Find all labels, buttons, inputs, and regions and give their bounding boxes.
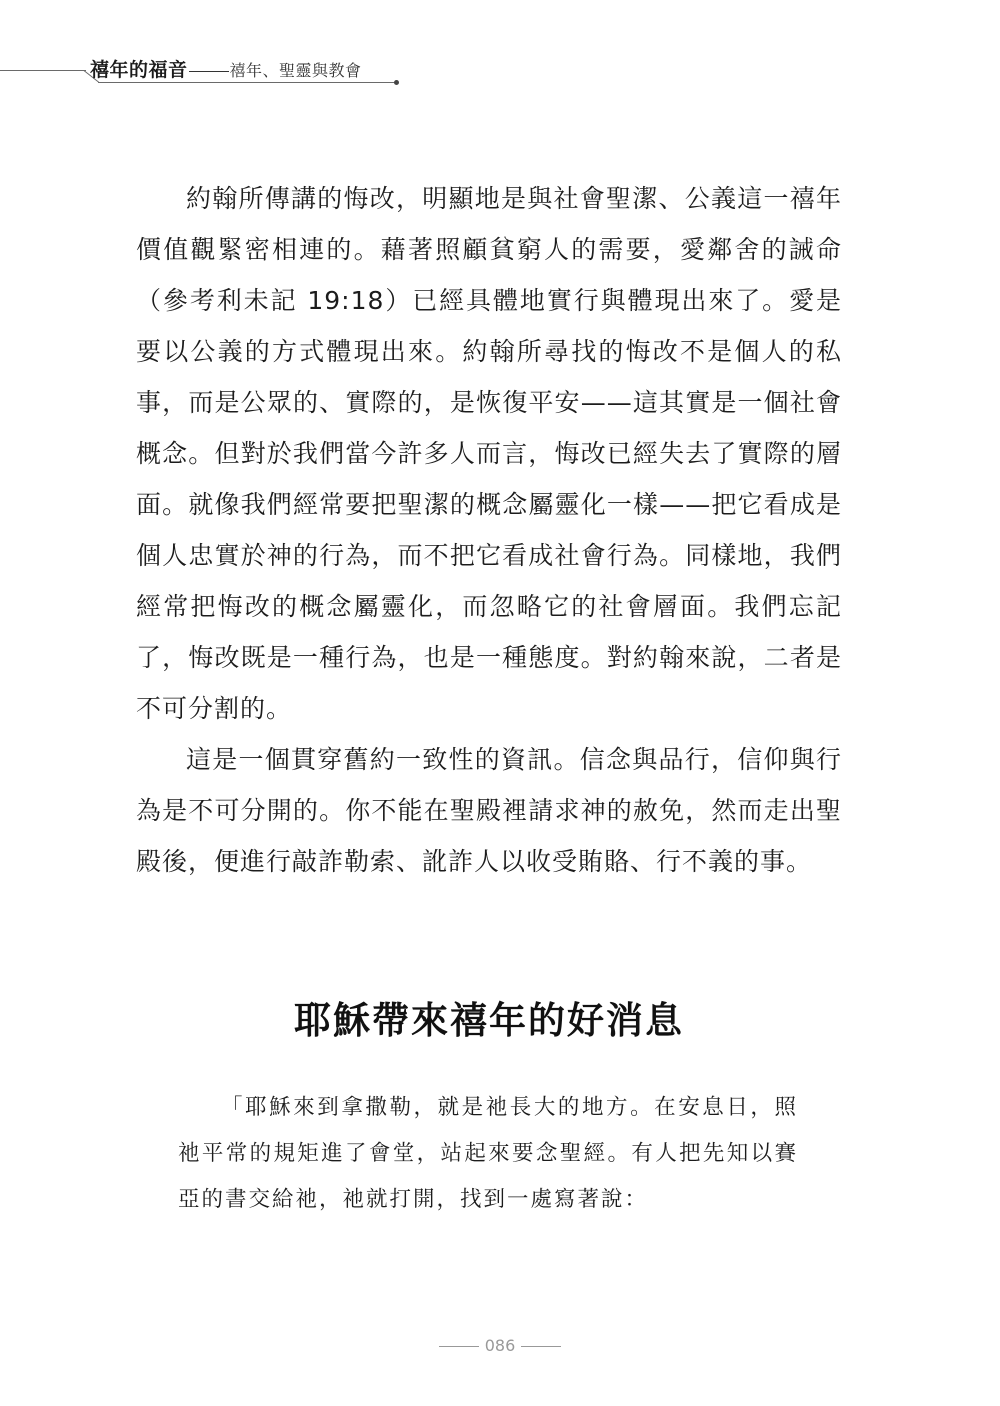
running-header <box>90 57 362 84</box>
page-folio <box>0 1334 1000 1358</box>
scripture-quote: 「耶穌來到拿撒勒，就是祂長大的地方。在安息日，照祂平常的規矩進了會堂，站起來要念聖經。有人把先知以賽亞的書交給祂，祂就打開，找到一處寫著說： <box>178 1095 798 1212</box>
header-rule-left <box>0 70 86 71</box>
body-text <box>136 173 842 887</box>
title-dash <box>189 71 229 72</box>
section-heading: 耶穌帶來禧年的好消息 <box>294 998 684 1042</box>
paragraph: 這是一個貫穿舊約一致性的資訊。信念與品行，信仰與行為是不可分開的。你不能在聖殿裡請求神的赦免，然而走出聖殿後，便進行敲詐勒索、訛詐人以收受賄賂、行不義的事。 <box>136 745 842 876</box>
folio-rule-right <box>521 1346 561 1347</box>
paragraph: 約翰所傳講的悔改，明顯地是與社會聖潔、公義這一禧年價值觀緊密相連的。藉著照顧貧窮人的需要，愛鄰舍的誡命（參考利未記 19:18）已經具體地實行與體現出來了。愛是要以公義的方式體現出來。約翰所尋找的悔改不是個人的私事，而是公眾的、實際的，是恢復平安——這其實是一個社會概念。但對於我們當今許多人而言，悔改已經失去了實際的層面。就像我們經常要把聖潔的概念屬靈化一樣——把它看成是個人忠實於神的行為，而不把它看成社會行為。同樣地，我們經常把悔改的概念屬靈化，而忽略它的社會層面。我們忘記了，悔改既是一種行為，也是一種態度。對約翰來說，二者是不可分割的。 <box>136 184 842 723</box>
book-title: 禧年的福音 <box>90 59 188 81</box>
chapter-title: 禧年、聖靈與教會 <box>229 61 362 80</box>
folio-rule-left <box>439 1346 479 1347</box>
header-rule-dot <box>394 80 399 85</box>
page-number: 086 <box>484 1336 516 1355</box>
